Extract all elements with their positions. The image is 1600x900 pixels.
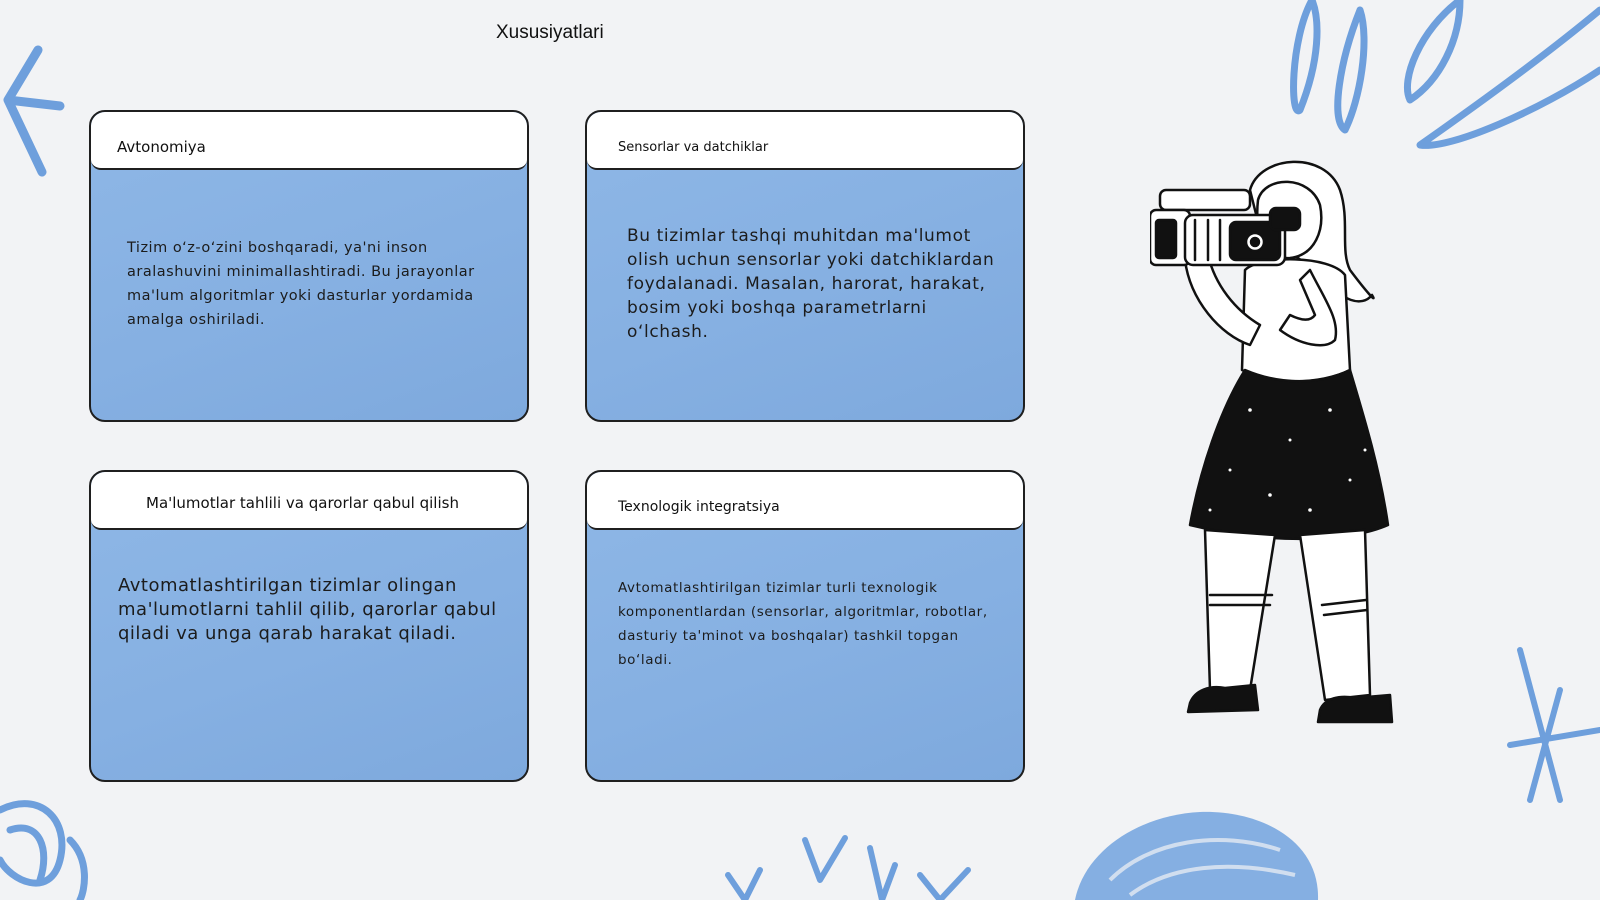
card-text: Avtomatlashtirilgan tizimlar olingan ma'lumotlarni tahlil qilib, qarorlar qabul qiladi va unga qarab harakat qiladi.: [118, 575, 497, 644]
card-text: Avtomatlashtirilgan tizimlar turli texnologik komponentlardan (sensorlar, algoritmlar, robotlar, dasturiy ta'minot va boshqalar) tashkil topgan bo‘ladi.: [618, 580, 988, 668]
card-title: Sensorlar va datchiklar: [618, 140, 769, 155]
card-avtonomiya: [89, 110, 529, 422]
card-title: Texnologik integratsiya: [618, 499, 780, 515]
card-texnologik-integratsiya: [585, 470, 1025, 782]
card-text: Bu tizimlar tashqi muhitdan ma'lumot olish uchun sensorlar yoki datchiklardan foydalanadi. Masalan, harorat, harakat, bosim yoki boshqa parametrlarni o‘lchash.: [627, 226, 995, 342]
slide-title: Xususiyatlari: [496, 22, 604, 43]
card-malumotlar-tahlili: [89, 470, 529, 782]
person-with-video-camera-icon: [1150, 150, 1440, 750]
card-sensorlar: [585, 110, 1025, 422]
card-title: Ma'lumotlar tahlili va qarorlar qabul qilish: [146, 494, 459, 512]
card-text: Tizim o‘z-o‘zini boshqaradi, ya'ni inson aralashuvini minimallashtiradi. Bu jarayonlar ma'lum algoritmlar yoki dasturlar yordamida amalga oshiriladi.: [127, 240, 475, 328]
card-title: Avtonomiya: [117, 138, 206, 156]
